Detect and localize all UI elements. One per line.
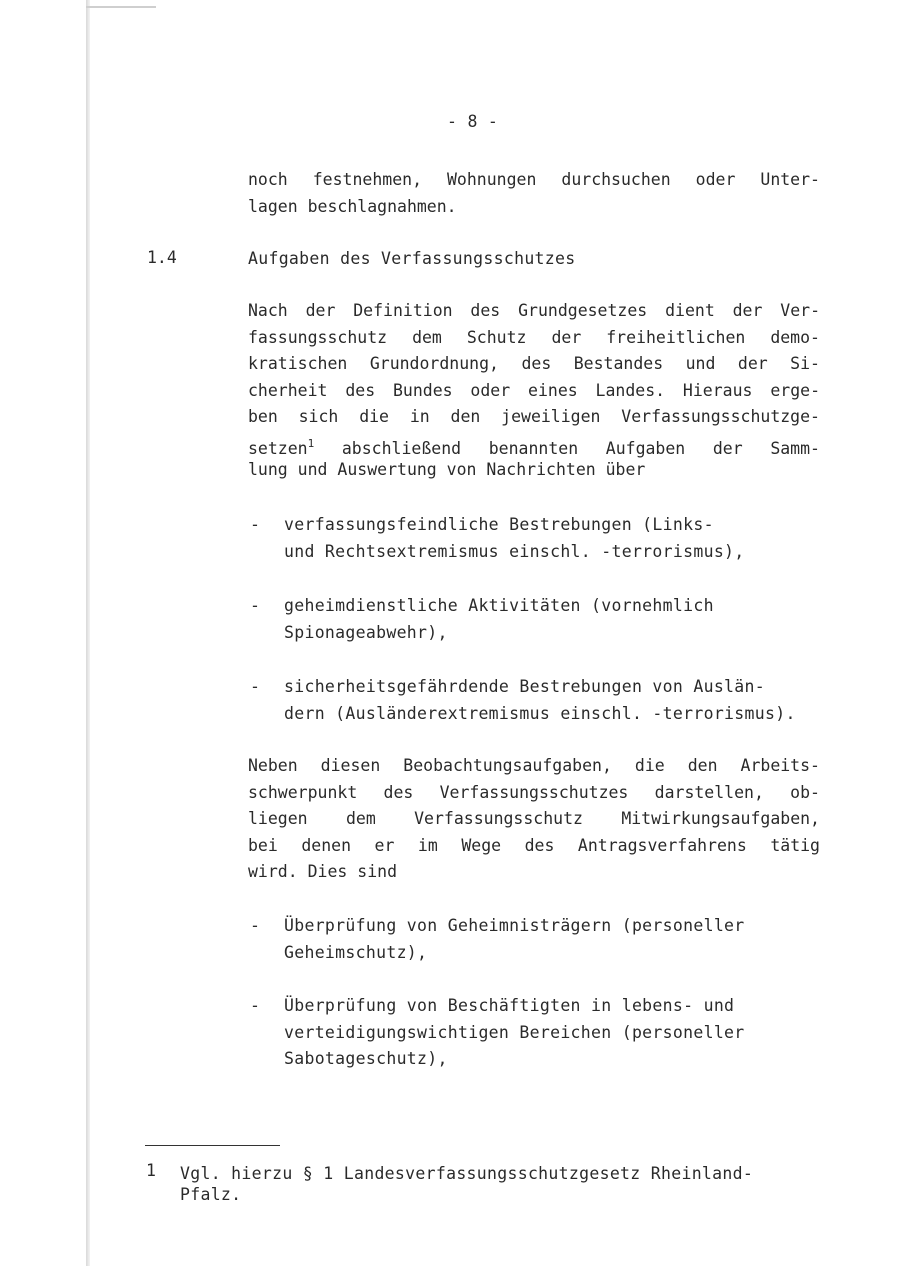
page-number: - 8 - — [447, 112, 499, 131]
paragraph-2 — [248, 753, 820, 886]
paragraph-line: bei denen er im Wege des Antragsverfahrens tätig — [248, 835, 820, 855]
list-dash: - — [250, 515, 260, 534]
paragraph-line: wird. Dies sind — [248, 862, 398, 881]
list-item-line: verteidigungswichtigen Bereichen (personeller — [284, 1022, 745, 1042]
paragraph-line: Neben diesen Beobachtungsaufgaben, die den Arbeits- — [248, 756, 820, 775]
paragraph-line: liegen dem Verfassungsschutz Mitwirkungsaufgaben, — [248, 809, 820, 828]
line-start: setzen — [248, 438, 308, 458]
list-item-line: Überprüfung von Beschäftigten in lebens- und — [284, 996, 735, 1015]
page-edge — [86, 0, 90, 1266]
section-heading: Aufgaben des Verfassungsschutzes — [248, 249, 576, 268]
list-item — [284, 674, 796, 727]
paragraph-line: fassungsschutz dem Schutz der freiheitlichen demo- — [248, 327, 820, 347]
paragraph-1 — [248, 298, 820, 484]
intro-line: noch festnehmen, Wohnungen durchsuchen oder Unter- — [248, 170, 820, 189]
list-item-line: dern (Ausländerextremismus einschl. -terrorismus). — [284, 703, 796, 723]
intro-paragraph — [248, 167, 820, 220]
list-item-line: Spionageabwehr), — [284, 622, 448, 642]
list-dash: - — [250, 996, 260, 1015]
list-item-line: Geheimschutz), — [284, 942, 428, 962]
footnote-line: Pfalz. — [180, 1185, 242, 1204]
list-item — [284, 993, 745, 1073]
footnote-reference: 1 — [307, 436, 315, 450]
paragraph-line: lung und Auswertung von Nachrichten über — [248, 460, 646, 479]
footnote-mark: 1 — [146, 1161, 156, 1180]
list-item — [284, 512, 745, 565]
footnote-line: Vgl. hierzu § 1 Landesverfassungsschutzgesetz Rheinland- — [180, 1164, 754, 1183]
page-edge-top — [86, 6, 156, 8]
paragraph-line: kratischen Grundordnung, des Bestandes und der Si- — [248, 354, 820, 373]
list-item-line: verfassungsfeindliche Bestrebungen (Links- — [284, 515, 714, 534]
line-end: abschließend benannten Aufgaben der Samm- — [341, 438, 820, 458]
paragraph-line: schwerpunkt des Verfassungsschutzes darstellen, ob- — [248, 782, 820, 802]
list-item — [284, 593, 714, 646]
paragraph-line: ben sich die in den jeweiligen Verfassungsschutzge- — [248, 407, 820, 426]
list-dash: - — [250, 677, 260, 696]
list-dash: - — [250, 916, 260, 935]
list-dash: - — [250, 596, 260, 615]
list-item-line: und Rechtsextremismus einschl. -terrorismus), — [284, 541, 745, 561]
intro-line: lagen beschlagnahmen. — [248, 196, 457, 216]
section-number: 1.4 — [147, 248, 177, 267]
list-item — [284, 913, 745, 966]
footnote-separator — [145, 1145, 280, 1146]
paragraph-line: Nach der Definition des Grundgesetzes dient der Ver- — [248, 301, 820, 320]
paragraph-line: cherheit des Bundes oder eines Landes. Hieraus erge- — [248, 380, 820, 400]
list-item-line: sicherheitsgefährdende Bestrebungen von Auslän- — [284, 677, 765, 696]
paragraph-line — [248, 431, 820, 458]
footnote-text — [180, 1163, 753, 1205]
list-item-line: Überprüfung von Geheimnisträgern (personeller — [284, 916, 745, 935]
list-item-line: Sabotageschutz), — [284, 1049, 448, 1068]
list-item-line: geheimdienstliche Aktivitäten (vornehmlich — [284, 596, 714, 615]
